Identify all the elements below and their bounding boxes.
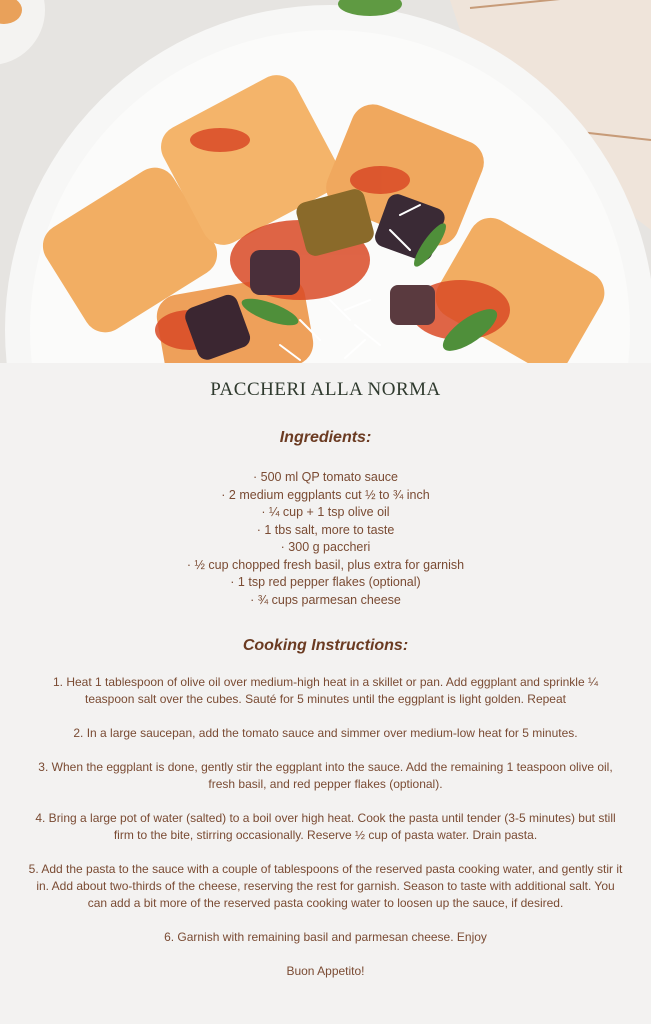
sign-off: Buon Appetito! [286, 964, 365, 978]
ingredients-heading: Ingredients: [279, 429, 372, 446]
ingredients-list [0, 469, 651, 609]
instruction-step: 3. When the eggplant is done, gently stir the eggplant into the sauce. Add the remaining 1 teaspoon olive oil, fresh basil, and red pepper flakes (optional). [38, 760, 613, 791]
ingredient-item: · ¾ cups parmesan cheese [250, 592, 401, 607]
instruction-step: 5. Add the pasta to the sauce with a couple of tablespoons of the reserved pasta cooking water, and gently stir it in. Add about two-thirds of the cheese, reserving the rest for garnish. Season to taste with additional salt. You can add a bit more of the reserved pasta cooking water to loosen up the sauce, if desired. [28, 862, 623, 910]
instructions-list [28, 674, 623, 997]
instruction-step: 2. In a large saucepan, add the tomato sauce and simmer over medium-low heat for 5 minutes. [73, 726, 578, 740]
recipe-card [0, 363, 651, 1024]
instruction-step: 1. Heat 1 tablespoon of olive oil over medium-high heat in a skillet or pan. Add eggplant and sprinkle ¼ teaspoon salt over the cubes. Sauté for 5 minutes until the eggplant is light golden. Repeat [52, 675, 598, 706]
ingredient-item: · ½ cup chopped fresh basil, plus extra for garnish [186, 557, 465, 572]
ingredient-item: · 500 ml QP tomato sauce [253, 470, 398, 484]
instruction-step: 4. Bring a large pot of water (salted) to a boil over high heat. Cook the pasta until tender (3-5 minutes) but still firm to the bite, stirring occasionally. Reserve ½ cup of pasta water. Drain pasta. [35, 811, 616, 842]
ingredient-item: · 300 g paccheri [280, 540, 371, 554]
ingredient-item: · 1 tbs salt, more to taste [256, 522, 395, 537]
ingredient-item: · ¼ cup + 1 tsp olive oil [261, 505, 390, 519]
instruction-step: 6. Garnish with remaining basil and parmesan cheese. Enjoy [164, 930, 487, 944]
recipe-photo [0, 0, 651, 363]
ingredient-item: · 1 tsp red pepper flakes (optional) [230, 575, 421, 589]
recipe-title: PACCHERI ALLA NORMA [210, 379, 441, 400]
ingredient-item: · 2 medium eggplants cut ½ to ¾ inch [221, 487, 430, 502]
instructions-heading: Cooking Instructions: [242, 637, 409, 654]
